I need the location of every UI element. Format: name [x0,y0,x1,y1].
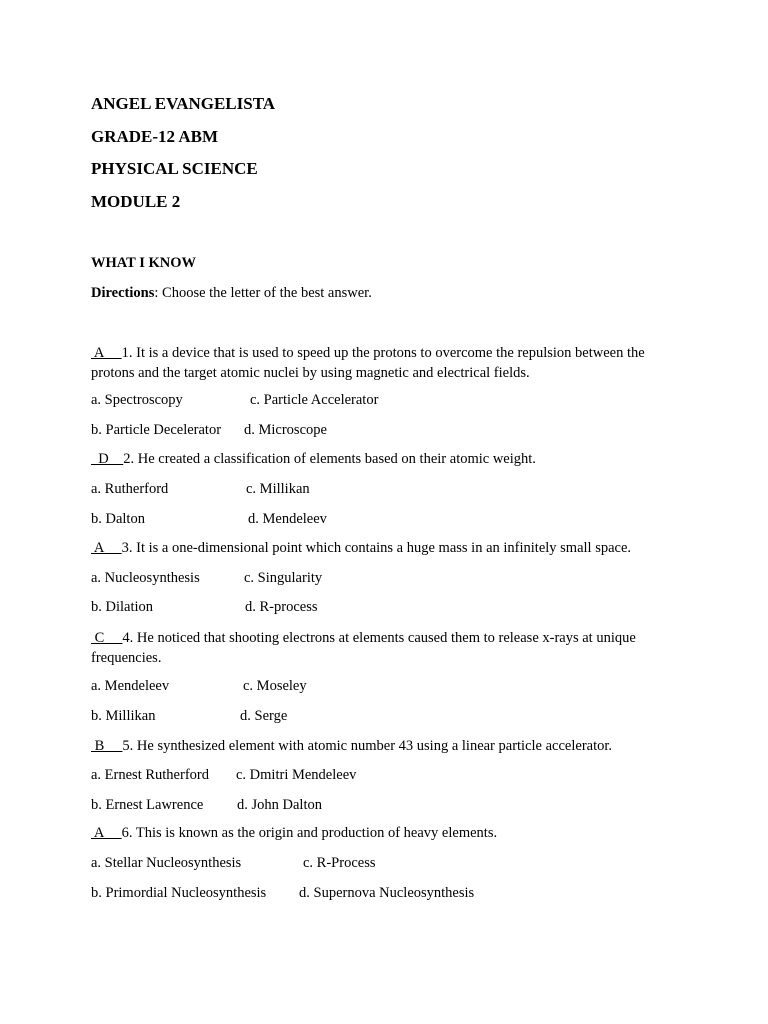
question-3 [91,540,631,557]
option-4d: d. Serge [240,708,288,724]
option-5d: d. John Dalton [237,797,322,813]
answer-blank-6: A [91,825,122,841]
answer-blank-5: B [91,738,123,754]
directions-text: : Choose the letter of the best answer. [154,285,372,301]
question-2-text: 2. He created a classification of elements based on their atomic weight. [123,451,536,467]
option-1c: c. Particle Accelerator [250,392,379,408]
option-3d: d. R-process [245,599,318,615]
option-6b: b. Primordial Nucleosynthesis [91,885,267,901]
option-5b: b. Ernest Lawrence [91,797,204,813]
option-1b: b. Particle Decelerator [91,422,222,438]
option-5c: c. Dmitri Mendeleev [236,767,357,783]
option-6a: a. Stellar Nucleosynthesis [91,855,242,871]
question-6 [91,825,497,842]
option-3b: b. Dilation [91,599,154,615]
option-6d: d. Supernova Nucleosynthesis [299,885,475,901]
directions-label: Directions [91,285,155,301]
section-title: WHAT I KNOW [91,255,197,271]
option-5a: a. Ernest Rutherford [91,767,209,783]
answer-blank-2: D [91,451,124,467]
question-5 [91,738,612,755]
option-2d: d. Mendeleev [248,511,327,527]
answer-blank-3: A [91,540,122,556]
option-1a: a. Spectroscopy [91,392,183,408]
grade-section: GRADE-12 ABM [91,127,219,146]
option-4c: c. Moseley [243,678,307,694]
question-2 [91,451,536,468]
answer-blank-1: A [91,345,122,361]
option-2c: c. Millikan [246,481,310,497]
option-4b: b. Millikan [91,708,156,724]
question-4 [91,628,681,668]
module-title: MODULE 2 [91,192,181,211]
option-3c: c. Singularity [244,570,323,586]
question-3-text: 3. It is a one-dimensional point which contains a huge mass in an infinitely small space. [121,540,632,556]
answer-blank-4: C [91,630,123,646]
directions [91,285,372,302]
option-3a: a. Nucleosynthesis [91,570,200,586]
question-4-text: 4. He noticed that shooting electrons at elements caused them to release x-rays at unique frequencies. [91,630,636,666]
question-6-text: 6. This is known as the origin and production of heavy elements. [121,825,498,841]
student-name: ANGEL EVANGELISTA [91,94,276,113]
question-1-text: 1. It is a device that is used to speed up the protons to overcome the repulsion between the protons and the target atomic nuclei by using magnetic and electrical fields. [91,345,645,381]
option-4a: a. Mendeleev [91,678,170,694]
subject-title: PHYSICAL SCIENCE [91,159,258,178]
option-1d: d. Microscope [244,422,327,438]
question-1 [91,343,681,383]
question-5-text: 5. He synthesized element with atomic number 43 using a linear particle accelerator. [122,738,613,754]
option-6c: c. R-Process [303,855,376,871]
option-2b: b. Dalton [91,511,145,527]
option-2a: a. Rutherford [91,481,169,497]
